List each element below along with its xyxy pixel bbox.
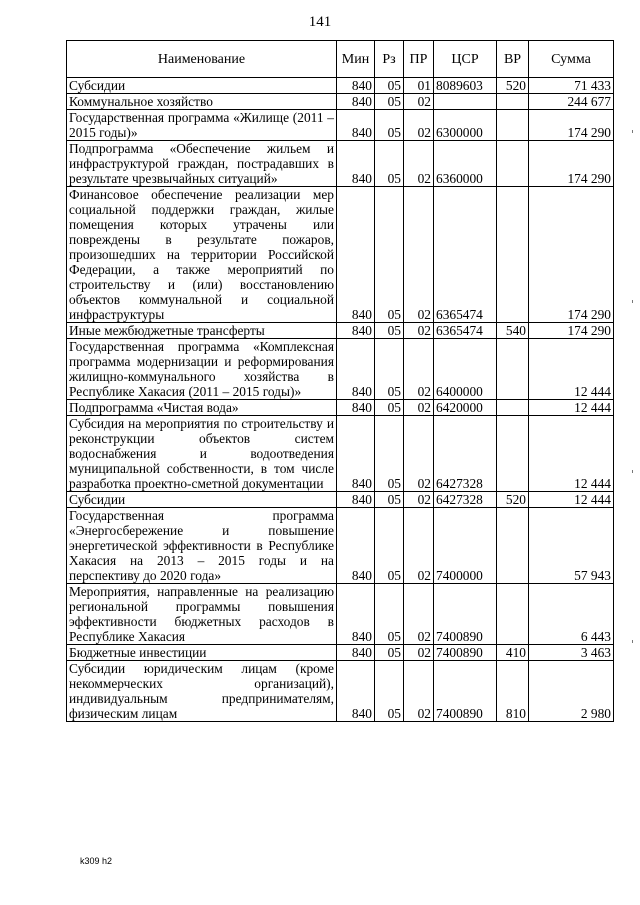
table-row <box>67 584 614 645</box>
table-row <box>67 110 614 141</box>
cell-rz: 05 <box>375 508 404 584</box>
cell-pr: 02 <box>404 661 434 722</box>
table-row <box>67 400 614 416</box>
cell-sum: 6 443 <box>529 584 614 645</box>
cell-vr <box>497 339 529 400</box>
cell-min: 840 <box>337 584 375 645</box>
cell-csr: 6365474 <box>434 187 497 323</box>
cell-csr: 7400890 <box>434 661 497 722</box>
cell-vr <box>497 110 529 141</box>
cell-rz: 05 <box>375 416 404 492</box>
cell-sum: 174 290 <box>529 110 614 141</box>
cell-name: Государственная программа «Комплексная программа модернизации и реформирования жилищно-коммунального хозяйства в Республике Хакасия (2011 – 2015 годы)» <box>67 339 337 400</box>
cell-min: 840 <box>337 78 375 94</box>
cell-min: 840 <box>337 94 375 110</box>
cell-min: 840 <box>337 645 375 661</box>
cell-csr: 6420000 <box>434 400 497 416</box>
cell-csr: 7400000 <box>434 508 497 584</box>
table-row <box>67 94 614 110</box>
cell-csr: 6365474 <box>434 323 497 339</box>
cell-min: 840 <box>337 141 375 187</box>
table-row <box>67 339 614 400</box>
cell-sum: 174 290 <box>529 141 614 187</box>
cell-vr: 410 <box>497 645 529 661</box>
cell-min: 840 <box>337 110 375 141</box>
cell-csr: 6427328 <box>434 416 497 492</box>
cell-rz: 05 <box>375 661 404 722</box>
cell-csr: 7400890 <box>434 645 497 661</box>
cell-rz: 05 <box>375 94 404 110</box>
cell-pr: 02 <box>404 492 434 508</box>
table-row <box>67 78 614 94</box>
cell-rz: 05 <box>375 492 404 508</box>
cell-sum: 174 290 <box>529 187 614 323</box>
cell-sum: 12 444 <box>529 339 614 400</box>
cell-min: 840 <box>337 661 375 722</box>
budget-table <box>66 40 614 722</box>
page-number: 141 <box>308 14 332 30</box>
cell-sum: 3 463 <box>529 645 614 661</box>
column-header-csr: ЦСР <box>434 41 497 78</box>
cell-sum: 12 444 <box>529 492 614 508</box>
cell-sum: 71 433 <box>529 78 614 94</box>
cell-pr: 02 <box>404 416 434 492</box>
cell-csr: 6360000 <box>434 141 497 187</box>
cell-rz: 05 <box>375 400 404 416</box>
cell-rz: 05 <box>375 339 404 400</box>
column-header-name: Наименование <box>67 41 337 78</box>
cell-pr: 02 <box>404 339 434 400</box>
cell-rz: 05 <box>375 645 404 661</box>
cell-min: 840 <box>337 400 375 416</box>
cell-csr: 6427328 <box>434 492 497 508</box>
document-code: k309 h2 <box>80 856 113 866</box>
cell-rz: 05 <box>375 187 404 323</box>
margin-tick <box>632 640 633 643</box>
cell-pr: 02 <box>404 400 434 416</box>
cell-pr: 02 <box>404 187 434 323</box>
cell-pr: 02 <box>404 645 434 661</box>
cell-vr <box>497 400 529 416</box>
cell-name: Коммунальное хозяйство <box>67 94 337 110</box>
cell-csr <box>434 94 497 110</box>
cell-vr <box>497 584 529 645</box>
cell-rz: 05 <box>375 110 404 141</box>
cell-sum: 2 980 <box>529 661 614 722</box>
cell-sum: 174 290 <box>529 323 614 339</box>
cell-vr: 520 <box>497 78 529 94</box>
cell-min: 840 <box>337 187 375 323</box>
cell-name: Мероприятия, направленные на реализацию региональной программы повышения эффективности бюджетных расходов в Республике Хакасия <box>67 584 337 645</box>
cell-vr <box>497 141 529 187</box>
cell-vr: 520 <box>497 492 529 508</box>
cell-min: 840 <box>337 508 375 584</box>
cell-name: Субсидии юридическим лицам (кроме некоммерческих организаций), индивидуальным предпринимателям, физическим лицам <box>67 661 337 722</box>
cell-pr: 02 <box>404 110 434 141</box>
cell-vr <box>497 508 529 584</box>
cell-sum: 12 444 <box>529 416 614 492</box>
column-header-min: Мин <box>337 41 375 78</box>
cell-rz: 05 <box>375 323 404 339</box>
cell-name: Бюджетные инвестиции <box>67 645 337 661</box>
table-row <box>67 141 614 187</box>
cell-vr <box>497 416 529 492</box>
cell-vr <box>497 94 529 110</box>
margin-tick <box>632 470 633 473</box>
cell-csr: 6300000 <box>434 110 497 141</box>
cell-name: Подпрограмма «Чистая вода» <box>67 400 337 416</box>
cell-rz: 05 <box>375 584 404 645</box>
column-header-rz: Рз <box>375 41 404 78</box>
table-row <box>67 508 614 584</box>
table-row <box>67 661 614 722</box>
cell-name: Субсидии <box>67 78 337 94</box>
margin-tick <box>632 300 633 303</box>
margin-tick <box>632 130 633 133</box>
cell-vr <box>497 187 529 323</box>
cell-rz: 05 <box>375 141 404 187</box>
cell-sum: 57 943 <box>529 508 614 584</box>
cell-name: Государственная программа «Энергосбережение и повышение энергетической эффективности в Республике Хакасия на 2013 – 2015 годы и на перспективу до 2020 года» <box>67 508 337 584</box>
cell-pr: 01 <box>404 78 434 94</box>
cell-sum: 12 444 <box>529 400 614 416</box>
cell-name: Иные межбюджетные трансферты <box>67 323 337 339</box>
table-row <box>67 492 614 508</box>
table-body <box>67 78 614 722</box>
cell-min: 840 <box>337 492 375 508</box>
cell-pr: 02 <box>404 94 434 110</box>
cell-name: Финансовое обеспечение реализации мер социальной поддержки граждан, жилые помещения которых утрачены или повреждены в результате пожаров, произошедших на территории Российской Федерации, а также мероприятий по строительству и (или) восстановлению объектов коммунальной и социальной инфраструктуры <box>67 187 337 323</box>
cell-min: 840 <box>337 323 375 339</box>
cell-csr: 8089603 <box>434 78 497 94</box>
table-row <box>67 323 614 339</box>
cell-csr: 7400890 <box>434 584 497 645</box>
header-row <box>67 41 614 78</box>
table-row <box>67 187 614 323</box>
cell-pr: 02 <box>404 508 434 584</box>
cell-sum: 244 677 <box>529 94 614 110</box>
cell-pr: 02 <box>404 141 434 187</box>
cell-name: Государственная программа «Жилище (2011 – 2015 годы)» <box>67 110 337 141</box>
cell-csr: 6400000 <box>434 339 497 400</box>
cell-name: Субсидия на мероприятия по строительству и реконструкции объектов систем водоснабжения и водоотведения муниципальной собственности, в том числе разработка проектно-сметной документации <box>67 416 337 492</box>
cell-vr: 810 <box>497 661 529 722</box>
table-row <box>67 645 614 661</box>
cell-name: Подпрограмма «Обеспечение жильем и инфраструктурой граждан, пострадавших в результате чрезвычайных ситуаций» <box>67 141 337 187</box>
cell-rz: 05 <box>375 78 404 94</box>
cell-min: 840 <box>337 416 375 492</box>
table-row <box>67 416 614 492</box>
cell-min: 840 <box>337 339 375 400</box>
cell-vr: 540 <box>497 323 529 339</box>
column-header-vr: ВР <box>497 41 529 78</box>
cell-pr: 02 <box>404 584 434 645</box>
column-header-pr: ПР <box>404 41 434 78</box>
cell-name: Субсидии <box>67 492 337 508</box>
column-header-sum: Сумма <box>529 41 614 78</box>
cell-pr: 02 <box>404 323 434 339</box>
